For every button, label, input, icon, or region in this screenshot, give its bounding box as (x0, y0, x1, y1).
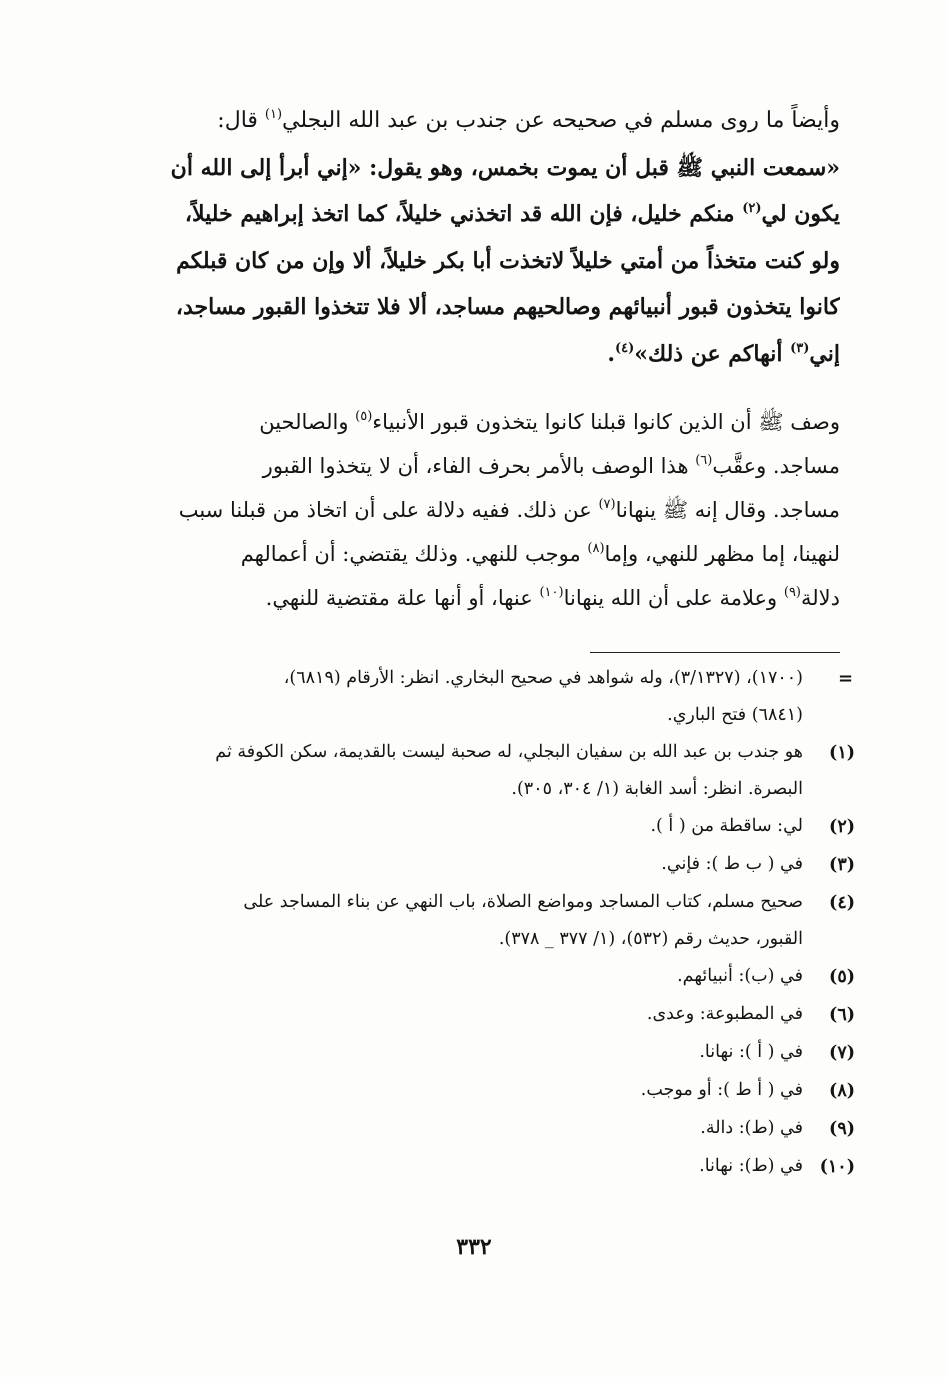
footnote-item (110, 884, 855, 958)
main-paragraph-2 (100, 400, 840, 620)
hadith-line (100, 331, 840, 378)
footnote-ref[interactable]: (٤) (614, 340, 635, 356)
footnote-number[interactable]: (١) (829, 743, 855, 763)
footnote-body (110, 734, 803, 808)
footnote-line: البصرة. انظر: أسد الغابة (١/ ٣٠٤، ٣٠٥). (511, 779, 803, 799)
footnote-item (110, 846, 855, 884)
text-run: هذا الوصف بالأمر بحرف الفاء، أن لا يتخذوا القبور (262, 454, 696, 478)
footnote-ref[interactable]: (٧) (598, 497, 616, 512)
footnote-ref[interactable]: (١٠) (539, 585, 564, 600)
footnote-number[interactable]: (٤) (829, 893, 855, 913)
footnote-item (110, 808, 855, 846)
footnote-line: (١٧٠٠)، (٣/١٣٢٧)، وله شواهد في صحيح البخاري. انظر: الأرقام (٦٨١٩)، (283, 668, 803, 688)
footnote-line: صحيح مسلم، كتاب المساجد ومواضع الصلاة، باب النهي عن بناء المساجد على (243, 892, 803, 912)
footnote-number[interactable]: (٦) (829, 1005, 855, 1025)
hadith-line: كانوا يتخذون قبور أنبيائهم وصالحيهم مساجد، ألا فلا تتخذوا القبور مساجد، (175, 294, 840, 320)
paragraph-line (100, 532, 840, 576)
text-run: . (607, 340, 615, 367)
footnote-item (110, 1110, 855, 1148)
footnote-ref[interactable]: (١) (264, 107, 283, 122)
footnote-number (803, 660, 855, 734)
footnote-line: في (ب): أنبيائهم. (677, 966, 803, 986)
footnote-item (110, 734, 855, 808)
text-run: يكون لي (761, 201, 840, 227)
footnotes-list (110, 734, 855, 1186)
footnote-body (110, 1148, 803, 1186)
text-run: إني (809, 340, 840, 367)
footnote-item (110, 996, 855, 1034)
footnote-number[interactable]: (١٠) (819, 1157, 855, 1177)
footnote-ref[interactable]: (٥) (355, 409, 373, 424)
footnote-body (110, 660, 803, 734)
footnote-body (110, 1110, 803, 1148)
footnote-number[interactable]: (٣) (829, 855, 855, 875)
paragraph-line (100, 444, 840, 488)
footnote-line: في ( أ ): نهانا. (699, 1042, 803, 1062)
footnote-line: لي: ساقطة من ( أ ). (650, 816, 803, 836)
text-run: وصف ﷺ أن الذين كانوا قبلنا كانوا يتخذون قبور الأنبياء (372, 410, 840, 434)
text-run: مساجد. وقال إنه ﷺ ينهانا (615, 498, 840, 522)
footnote-continuation (110, 660, 855, 734)
footnote-line: في (ط): نهانا. (699, 1156, 803, 1176)
footnote-body (110, 884, 803, 958)
footnote-body (110, 1072, 803, 1110)
page-number: ٣٣٢ (456, 1234, 492, 1260)
footnote-line: هو جندب بن عبد الله بن سفيان البجلي، له صحبة ليست بالقديمة، سكن الكوفة ثم (215, 742, 803, 762)
footnote-ref[interactable]: (٩) (783, 585, 801, 600)
footnote-body (110, 996, 803, 1034)
text-run: عن ذلك. ففيه دلالة على أن اتخاذ من قبلنا سبب (178, 498, 599, 522)
footnote-line: في ( ب ط ): فإني. (661, 854, 803, 874)
hadith-line: «سمعت النبي ﷺ قبل أن يموت بخمس، وهو يقول: «إني أبرأ إلى الله أن (170, 154, 840, 181)
continuation-mark: = (838, 668, 854, 689)
footnote-number[interactable]: (٧) (829, 1043, 855, 1063)
footnote-ref[interactable]: (٦) (695, 453, 713, 468)
footnote-line: القبور، حديث رقم (٥٣٢)، (١/ ٣٧٧ _ ٣٧٨). (498, 929, 803, 949)
footnote-item (110, 1072, 855, 1110)
footnote-body (110, 1034, 803, 1072)
hadith-line (100, 191, 840, 238)
text-run: وعلامة على أن الله ينهانا (563, 586, 784, 610)
footnote-item (110, 958, 855, 996)
text-run: والصالحين (259, 410, 356, 434)
text-run: وأيضاً ما روى مسلم في صحيحه عن جندب بن عبد الله البجلي (282, 108, 840, 133)
footnote-number[interactable]: (٥) (829, 967, 855, 987)
footnote-item (110, 1034, 855, 1072)
footnote-number[interactable]: (٨) (829, 1081, 855, 1101)
paragraph-line (100, 98, 840, 145)
footnote-line: في ( أ ط ): أو موجب. (640, 1080, 803, 1100)
text-run: قال: (217, 108, 265, 133)
footnote-number[interactable]: (٩) (829, 1119, 855, 1139)
footnote-number[interactable]: (٢) (829, 817, 855, 837)
footnote-ref[interactable]: (٢) (742, 201, 762, 216)
text-run: منكم خليل، فإن الله قد اتخذني خليلاً، كما اتخذ إبراهيم خليلاً، (184, 201, 743, 227)
footnote-body (110, 958, 803, 996)
text-run: موجب للنهي. وذلك يقتضي: أن أعمالهم (240, 542, 588, 566)
text-run: أنهاكم عن ذلك» (634, 340, 791, 367)
footnote-ref[interactable]: (٨) (587, 541, 605, 556)
paragraph-line (100, 488, 840, 532)
footnote-item (110, 1148, 855, 1186)
text-run: عنها، أو أنها علة مقتضية للنهي. (265, 586, 540, 610)
main-paragraph-1 (100, 98, 840, 377)
footnote-line: في (ط): دالة. (700, 1118, 803, 1138)
text-run: مساجد. وعقَّب (712, 454, 840, 478)
paragraph-line (100, 576, 840, 620)
footnote-body (110, 846, 803, 884)
footnote-body (110, 808, 803, 846)
text-run: لنهينا، إما مظهر للنهي، وإما (604, 542, 840, 566)
hadith-line: ولو كنت متخذاً من أمتي خليلاً لاتخذت أبا بكر خليلاً، ألا وإن من كان قبلكم (176, 247, 840, 274)
footnote-ref[interactable]: (٣) (790, 340, 810, 356)
footnote-separator (590, 652, 840, 653)
paragraph-line (100, 400, 840, 444)
text-run: دلالة (801, 586, 840, 610)
footnote-line: في المطبوعة: وعدى. (646, 1004, 803, 1024)
footnote-line: (٦٨٤١) فتح الباري. (667, 705, 803, 725)
footnotes-section (110, 660, 855, 1186)
